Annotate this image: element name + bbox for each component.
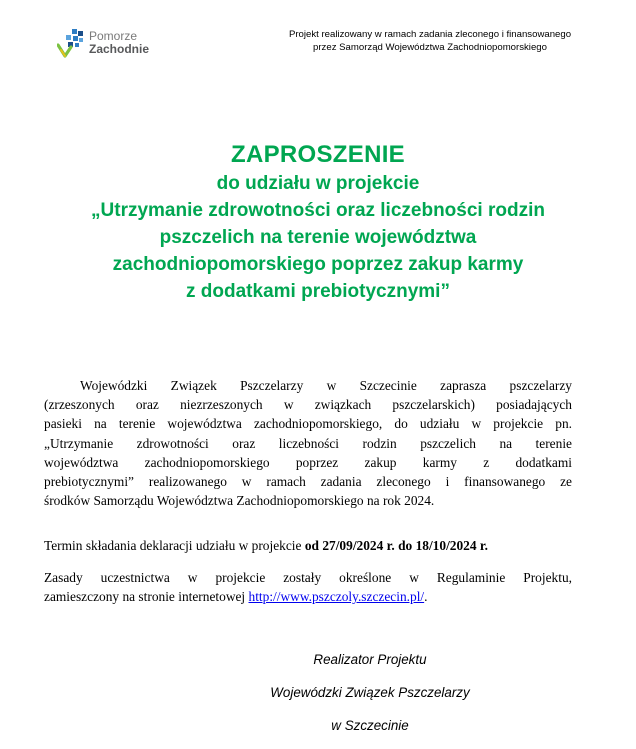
signature-line-2: Wojewódzki Związek Pszczelarzy <box>270 685 470 700</box>
headline-title: ZAPROSZENIE <box>231 141 405 168</box>
rules-line-2 <box>44 587 572 606</box>
headline-line-2: „Utrzymanie zdrowotności oraz liczebności rodzin <box>91 200 545 221</box>
deadline-paragraph <box>44 536 572 555</box>
pomorze-zachodnie-logo <box>57 26 167 60</box>
signature-line-3: w Szczecinie <box>331 718 409 733</box>
rules-line-2-suffix: . <box>424 589 428 605</box>
project-funding-note <box>250 29 610 54</box>
logo-text-line2: Zachodnie <box>89 42 150 56</box>
paragraph-line: Wojewódzki Związek Pszczelarzy w Szczecinie zaprasza pszczelarzy <box>80 378 572 393</box>
headline-line-1: do udziału w projekcie <box>216 173 420 194</box>
rules-paragraph <box>44 568 572 606</box>
regulations-website-link[interactable]: http://www.pszczoly.szczecin.pl/ <box>248 589 425 605</box>
invitation-paragraph <box>44 376 572 510</box>
project-note-line2: przez Samorząd Województwa Zachodniopomorskiego <box>313 41 547 53</box>
deadline-prefix: Termin składania deklaracji udziału w projekcie <box>44 538 305 553</box>
paragraph-line: prebiotycznymi” realizowanego w ramach zadania zleconego i finansowanego ze <box>44 474 572 490</box>
paragraph-line: środków Samorządu Województwa Zachodniopomorskiego na rok 2024. <box>44 493 435 509</box>
project-note-line1: Projekt realizowany w ramach zadania zleconego i finansowanego <box>288 29 572 40</box>
logo-mark-icon <box>57 29 87 59</box>
deadline-dates: od 27/09/2024 r. do 18/10/2024 r. <box>304 538 488 553</box>
paragraph-line: pasieki na terenie województwa zachodniopomorskiego, do udziału w projekcie pn. <box>44 416 572 432</box>
signature-line-1: Realizator Projektu <box>313 652 427 667</box>
rules-line-1: Zasady uczestnictwa w projekcie zostały określone w Regulaminie Projektu, <box>44 570 572 585</box>
rules-line-2-prefix: zamieszczony na stronie internetowej <box>44 589 249 605</box>
headline-line-4: zachodniopomorskiego poprzez zakup karmy <box>112 254 524 275</box>
headline-line-5: z dodatkami prebiotycznymi” <box>186 281 450 302</box>
headline-line-3: pszczelich na terenie województwa <box>159 227 477 248</box>
invitation-headline <box>0 140 636 305</box>
paragraph-line: „Utrzymanie zdrowotności oraz liczebności rodzin pszczelich na terenie <box>44 435 572 451</box>
paragraph-line: województwa zachodniopomorskiego poprzez zakup karmy z dodatkami <box>44 454 572 470</box>
logo-text-line1: Pomorze <box>89 29 138 43</box>
paragraph-line: (zrzeszonych oraz niezrzeszonych w związkach pszczelarskich) posiadających <box>44 397 572 413</box>
